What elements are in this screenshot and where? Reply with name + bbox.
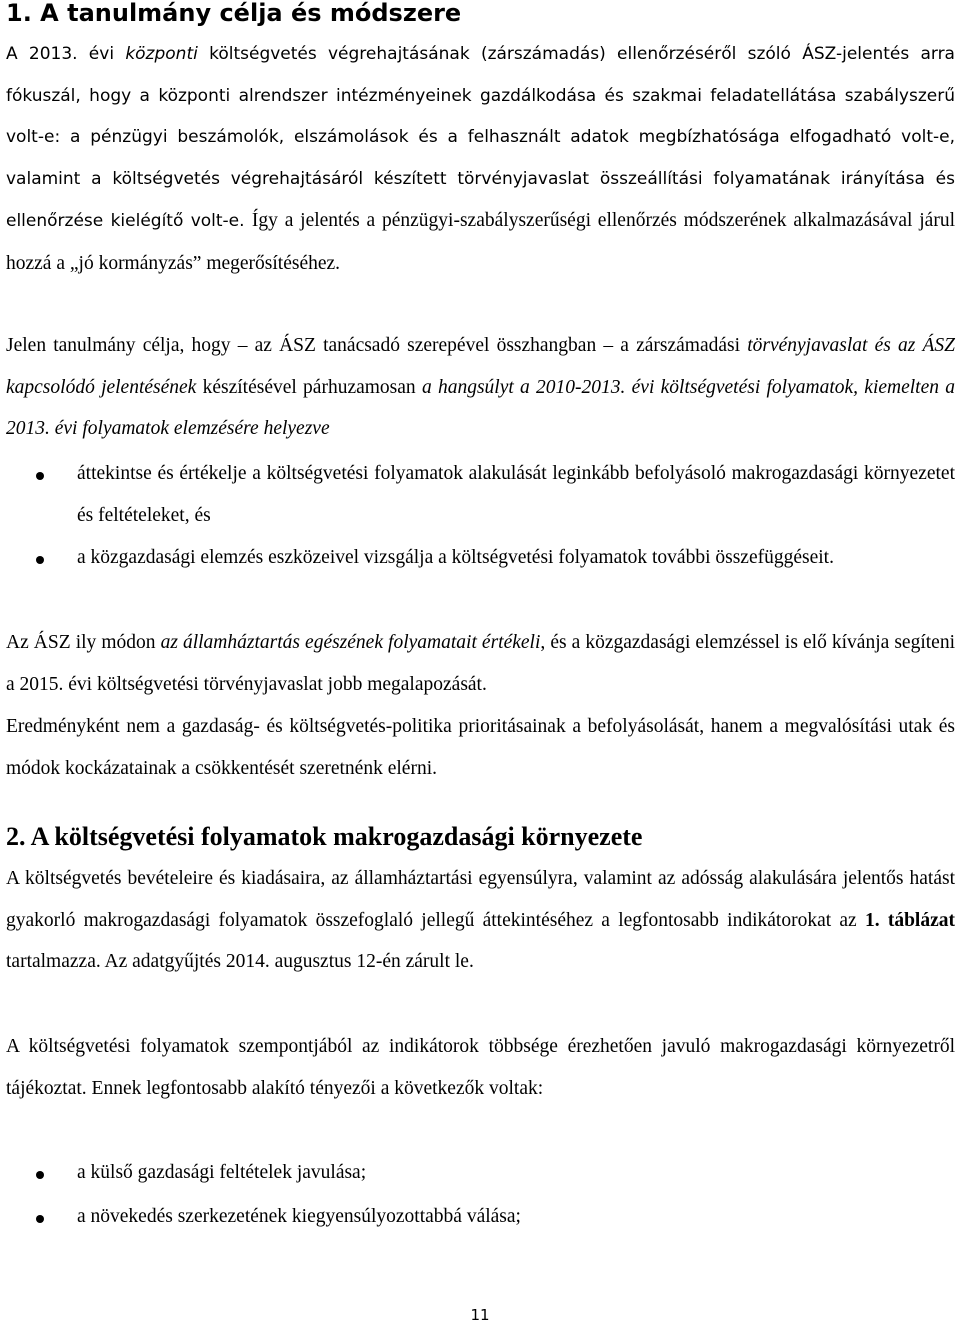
text-run-italic: az államháztartás egészének folyamatait értékeli [160,632,541,653]
paragraph-goal [6,325,955,450]
text-run: A 2013. évi [6,44,126,64]
text-run: Így a jelentés a pénzügyi-szabályszerűségi ellenőrzés módszerének alkalmazásával járul hozzá a „jó kormányzás” megerősítéséhez. [6,210,955,274]
text-run-italic: törvényjavaslat és az ÁSZ kapcsolódó jelentésének [6,335,955,398]
text-run: Jelen tanulmány célja, hogy – az ÁSZ tanácsadó szerepével összhangban – a zárszámadási [6,335,748,356]
text-run: Az ÁSZ ily módon [6,632,161,653]
bullet-item: áttekintse és értékelje a költségvetési folyamatok alakulását leginkább befolyásoló makrogazdasági környezetet és feltételeket, és [77,463,955,526]
bullet-item: a növekedés szerkezetének kiegyensúlyozottabbá válása; [77,1206,521,1227]
bullet-icon [36,1171,44,1179]
section-heading-1: 1. A tanulmány célja és módszere [6,0,462,27]
paragraph-purpose [6,34,955,285]
bullet-icon [36,1215,44,1223]
text-run: tartalmazza. Az adatgyűjtés 2014. augusztus 12-én zárult le. [6,951,474,972]
bullet-icon [36,472,44,480]
table-reference: 1. táblázat [864,909,955,931]
paragraph-indicators [6,858,955,983]
paragraph-asz-method [6,622,955,705]
page-number: 11 [470,1306,490,1324]
paragraph-environment: A költségvetési folyamatok szempontjából az indikátorok többsége érezhetően javuló makrogazdasági környezetről tájékoztat. Ennek legfontosabb alakító tényezői a következők voltak: [6,1036,955,1099]
bullet-icon [36,556,44,564]
text-run-italic: a hangsúlyt a 2010-2013. évi költségvetési folyamatok, kiemelten a 2013. évi folyamatok elemzésére helyezve [6,376,955,439]
paragraph-result: Eredményként nem a gazdaság- és költségvetés-politika prioritásainak a befolyásolását, hanem a megvalósítási utak és módok kockázatainak a csökkentését szeretnénk elérni. [6,716,955,779]
text-run: , és a közgazdasági elemzéssel is elő kívánja segíteni a 2015. évi költségvetési törvényjavaslat jobb megalapozását. [6,632,955,695]
bullet-item: a közgazdasági elemzés eszközeivel vizsgálja a költségvetési folyamatok további összefüggéseit. [77,547,834,568]
bullet-item: a külső gazdasági feltételek javulása; [77,1162,367,1183]
text-run: költségvetés végrehajtásának (zárszámadás) ellenőrzéséről szóló ÁSZ-jelentés arra fókuszál, hogy a központi alrendszer intézményeinek gazdálkodása és szakmai feladatellátása szabályszerű volt-e: a pénzügyi beszámolók, elszámolások és a felhasznált adatok megbízhatósága elfogadható volt-e, valamint a költségvetés végrehajtásáról készített törvényjavaslat összeállítási folyamatának irányítása és ellenőrzése kielégítő volt-e. [6,44,955,231]
text-run-italic: központi [125,44,198,64]
text-run: A költségvetés bevételeire és kiadásaira, az államháztartási egyensúlyra, valamint az adósság alakulására jelentős hatást gyakorló makrogazdasági folyamatok összefoglaló jellegű áttekintéséhez a legfontosabb indikátorokat az [6,868,955,931]
section-heading-2: 2. A költségvetési folyamatok makrogazdasági környezete [6,822,643,851]
text-run: készítésével párhuzamosan [196,376,422,398]
